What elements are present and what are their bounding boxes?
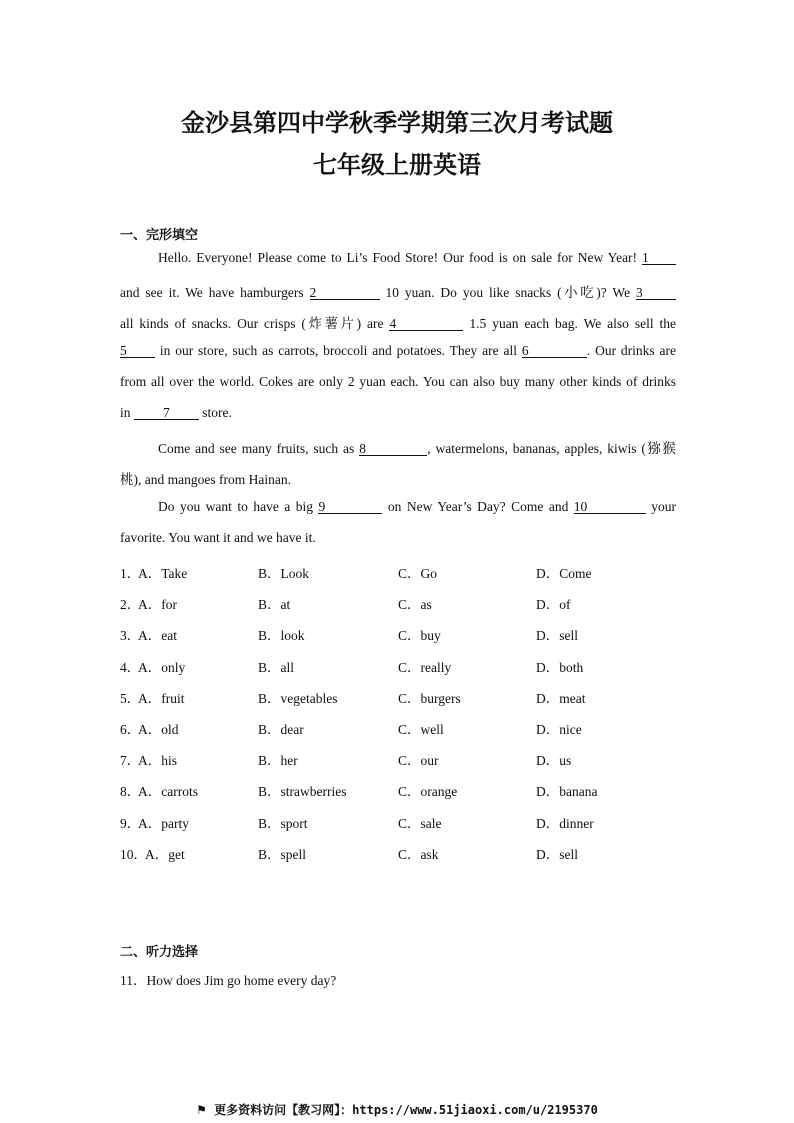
option-d[interactable]: D．dinner [536,815,594,831]
blank-9[interactable]: 9 [318,500,382,514]
option-d[interactable]: D．sell [536,846,578,862]
option-b[interactable]: B．look [258,628,305,644]
passage-line: in 7 store. [120,405,232,420]
question-number: 8． [120,784,141,800]
passage-line: from all over the world. Cokes are only 2 yuan each. You can also buy many other kinds of drinks [120,374,676,389]
option-a[interactable]: A．party [138,815,189,831]
blank-1[interactable]: 1 [642,251,676,265]
blank-8[interactable]: 8 [359,442,427,456]
section-heading-cloze: 一、完形填空 [120,228,199,243]
option-b[interactable]: B．vegetables [258,690,338,706]
section-heading-listening: 二、听力选择 [120,945,199,960]
passage-line: 桃), and mangoes from Hainan. [120,472,291,487]
passage-line: and see it. We have hamburgers 2 10 yuan. Do you like snacks (小吃)? We 3 [120,281,676,301]
blank-4[interactable]: 4 [389,317,463,331]
blank-5[interactable]: 5 [120,344,155,358]
question-number: 4． [120,659,141,675]
option-d[interactable]: D．sell [536,628,578,644]
question-number: 3． [120,628,141,644]
option-d[interactable]: D．banana [536,784,598,800]
blank-10[interactable]: 10 [574,500,646,514]
option-d[interactable]: D．Come [536,566,592,581]
option-a[interactable]: A．his [138,753,178,769]
option-b[interactable]: B．strawberries [258,784,347,800]
question-number: 10． [120,846,147,862]
option-b[interactable]: B．Look [258,566,310,581]
option-a[interactable]: A．for [138,597,177,613]
option-c[interactable]: C．sale [398,815,442,831]
blank-2[interactable]: 2 [310,286,380,300]
question-11: 11．How does Jim go home every day? [120,973,337,988]
option-b[interactable]: B．dear [258,722,304,737]
option-c[interactable]: C．as [398,597,432,613]
option-a[interactable]: A．old [138,722,179,737]
option-a[interactable]: A．only [138,659,186,675]
option-a[interactable]: A．eat [138,628,177,644]
option-a[interactable]: A．carrots [138,784,198,800]
option-b[interactable]: B．sport [258,815,308,831]
option-c[interactable]: C．well [398,722,444,737]
option-c[interactable]: C．ask [398,846,439,862]
passage-line: all kinds of snacks. Our crisps (炸薯片) are 4 1.5 yuan each bag. We also sell the [120,316,676,331]
blank-6[interactable]: 6 [522,344,587,358]
option-b[interactable]: B．her [258,753,298,769]
page-title: 金沙县第四中学秋季学期第三次月考试题 [181,109,613,137]
option-a[interactable]: A．get [145,846,185,862]
option-a[interactable]: A．Take [138,566,188,581]
option-c[interactable]: C．orange [398,784,458,800]
option-b[interactable]: B．all [258,659,294,675]
passage-line: Hello. Everyone! Please come to Li’s Food Store! Our food is on sale for New Year! 1 [158,250,676,266]
blank-7[interactable]: 7 [134,406,199,420]
footer [0,1101,794,1118]
option-a[interactable]: A．fruit [138,690,185,706]
flag-icon: ⚑ [196,1103,207,1117]
option-b[interactable]: B．spell [258,846,307,862]
option-c[interactable]: C．our [398,753,439,769]
option-d[interactable]: D．meat [536,690,586,706]
option-c[interactable]: C．buy [398,628,441,644]
question-number: 9． [120,815,141,831]
footer-link[interactable]: 更多资料访问【教习网】：https://www.51jiaoxi.com/u/2195370 [214,1103,598,1117]
question-number: 5． [120,690,141,706]
option-c[interactable]: C．really [398,659,452,675]
option-c[interactable]: C．Go [398,566,438,581]
passage-line: Do you want to have a big 9 on New Year’s Day? Come and 10 your [158,499,676,514]
question-number: 2． [120,597,141,613]
question-number: 6． [120,722,141,737]
passage-line: favorite. You want it and we have it. [120,530,316,545]
option-c[interactable]: C．burgers [398,690,461,706]
question-number: 1． [120,566,141,581]
blank-3[interactable]: 3 [636,286,676,300]
passage-line: 5 in our store, such as carrots, broccoli and potatoes. They are all 6 . Our drinks are [120,343,676,358]
option-d[interactable]: D．nice [536,722,582,737]
option-d[interactable]: D．both [536,659,584,675]
question-number: 7． [120,753,141,769]
option-b[interactable]: B．at [258,597,291,613]
option-d[interactable]: D．us [536,753,572,769]
passage-line: Come and see many fruits, such as 8 , watermelons, bananas, apples, kiwis (猕猴 [158,441,676,456]
option-d[interactable]: D．of [536,597,571,613]
page-subtitle: 七年级上册英语 [313,151,481,179]
